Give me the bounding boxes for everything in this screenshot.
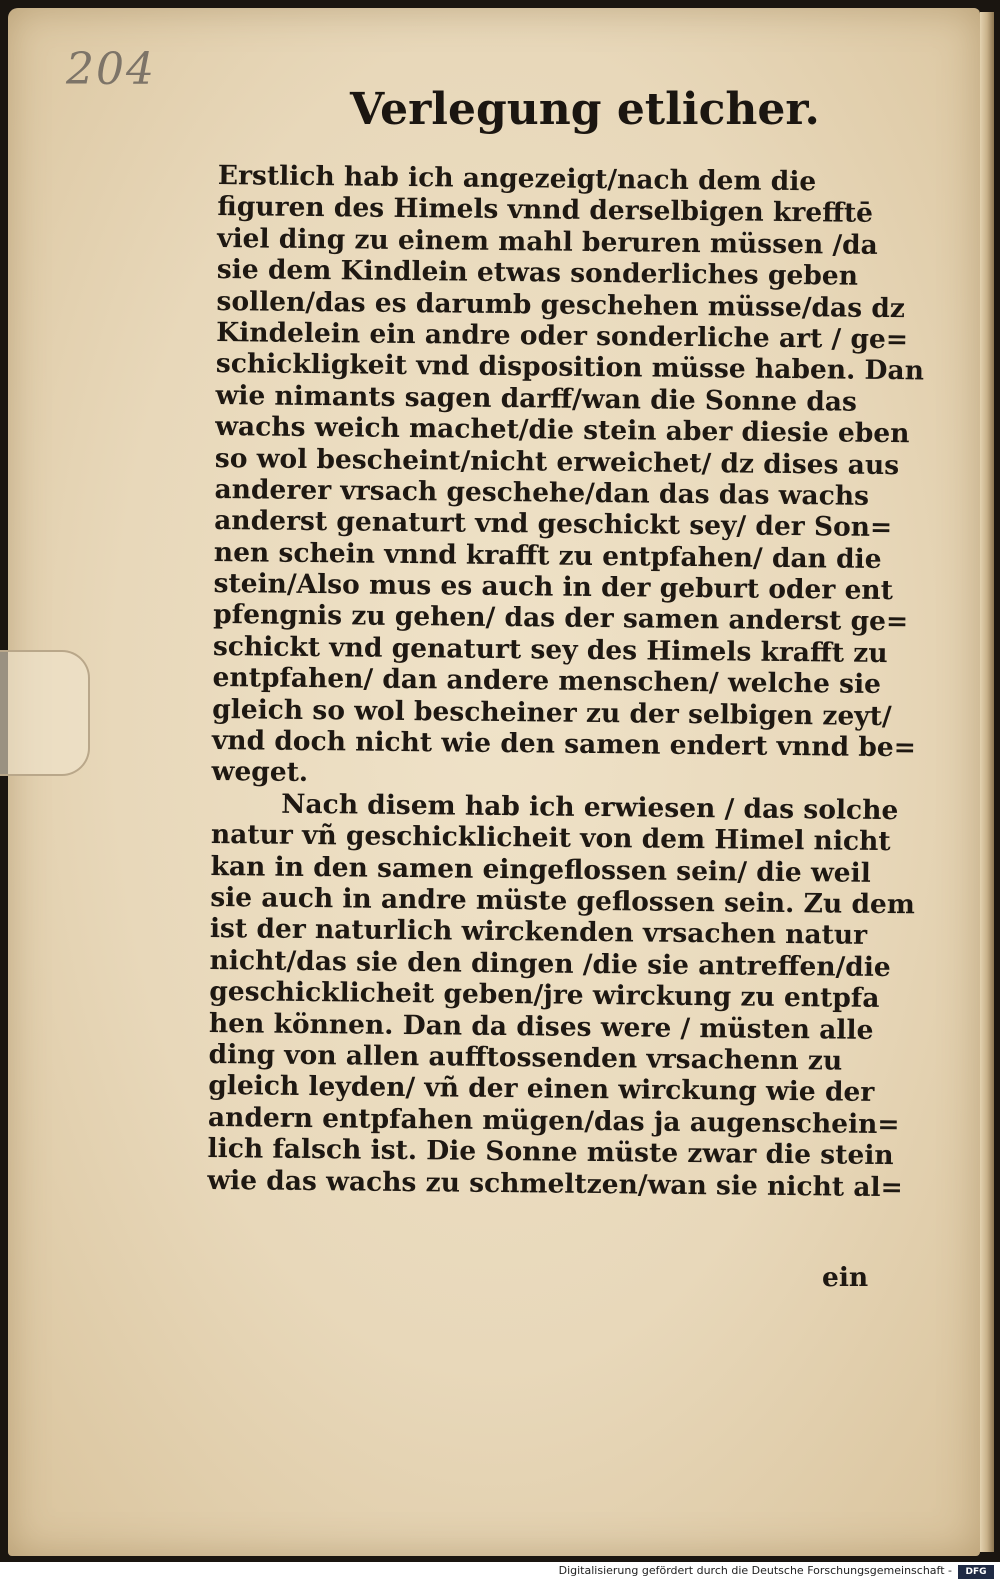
body-text (207, 160, 925, 1203)
text-line: figuren des Himels vnnd derselbigen krefftē (217, 191, 874, 230)
text-line: schickligkeit vnd disposition müsse haben. Dan (215, 348, 925, 387)
text-line: pfengnis zu gehen/ das der samen anderst ge= (213, 599, 909, 638)
text-line: wie nimants sagen darff/wan die Sonne das (215, 379, 858, 418)
text-line: viel ding zu einem mahl beruren müssen /da (217, 222, 878, 261)
text-line: nen schein vnnd krafft zu entpfahen/ dan die (213, 536, 882, 575)
text-line: ist der naturlich wirckenden vrsachen natur (209, 913, 868, 952)
page-stack-edge (980, 12, 994, 1552)
catchword: ein (822, 1262, 869, 1293)
text-line: natur vñ geschicklicheit von dem Himel nicht (210, 819, 891, 858)
text-line: weget. (211, 756, 309, 789)
text-line: sollen/das es darumb geschehen müsse/das dz (216, 285, 906, 324)
text-line: gleich so wol bescheiner zu der selbigen zeyt/ (212, 693, 892, 732)
text-line: ding von allen aufftossenden vrsachenn zu (208, 1038, 843, 1077)
text-line: andern entpfahen mügen/das ja augenschein= (207, 1101, 900, 1140)
text-line: so wol bescheint/nicht erweichet/ dz dises aus (214, 442, 900, 481)
text-line: sie dem Kindlein etwas sonderliches geben (216, 254, 859, 292)
text-line: gleich leyden/ vñ der einen wirckung wie der (208, 1070, 875, 1109)
footer-bar (0, 1562, 1000, 1582)
text-line: anderst genaturt vnd geschickt sey/ der Son= (214, 505, 893, 544)
funding-credit: Digitalisierung gefördert durch die Deutsche Forschungsgemeinschaft - (558, 1564, 952, 1577)
text-line: geschicklicheit geben/jre wirckung zu entpfa (209, 976, 880, 1015)
text-line: nicht/das sie den dingen /die sie antreffen/die (209, 944, 891, 983)
text-line: wie das wachs zu schmeltzen/wan sie nicht al= (207, 1164, 903, 1203)
dfg-logo: DFG (958, 1565, 994, 1579)
text-line: vnd doch nicht wie den samen endert vnnd be= (211, 725, 917, 764)
text-line: Nach disem hab ich erwiesen / das solche (281, 788, 899, 826)
text-line: hen können. Dan da dises were / müsten alle (208, 1007, 874, 1046)
page-tab-mark (0, 650, 90, 776)
text-line: kan in den samen eingeflossen sein/ die weil (210, 850, 871, 889)
text-line: Erstlich hab ich angezeigt/nach dem die (217, 160, 817, 198)
text-line: anderer vrsach geschehe/dan das das wachs (214, 473, 870, 512)
text-line: stein/Also mus es auch in der geburt oder ent (213, 568, 894, 607)
text-line: entpfahen/ dan andere menschen/ welche sie (212, 662, 882, 701)
page-heading: Verlegung etlicher. (350, 84, 820, 135)
text-line: sie auch in andre müste geflossen sein. Zu dem (210, 881, 916, 921)
folio-number: 204 (66, 44, 156, 95)
text-line: lich falsch ist. Die Sonne müste zwar die stein (207, 1133, 894, 1172)
text-line: wachs weich machet/die stein aber diesie eben (215, 411, 910, 450)
text-line: Kindelein ein andre oder sonderliche art / ge= (216, 316, 909, 356)
text-line: schickt vnd genaturt sey des Himels krafft zu (212, 630, 888, 669)
